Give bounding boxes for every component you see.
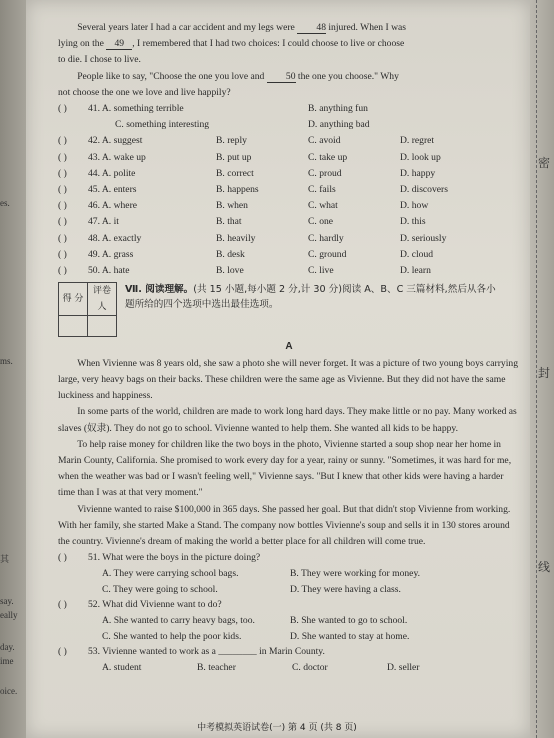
question-stem: 51. What were the boys in the picture doing?: [88, 552, 261, 564]
option-b: B. love: [216, 264, 244, 276]
seal-char: 密: [538, 156, 551, 170]
question-stem: 53. Vivienne wanted to work as a ________ in Marin County.: [88, 646, 325, 658]
answer-paren[interactable]: ( ): [58, 216, 67, 228]
option-d: D. happy: [400, 167, 436, 179]
cloze-row: [58, 214, 520, 230]
option-d: D. cloud: [400, 248, 434, 260]
seal-char: 封: [538, 366, 551, 380]
intro-line: to die. I chose to live.: [58, 54, 141, 66]
seal-char: 线: [538, 560, 551, 574]
option-c: C. live: [308, 264, 334, 276]
option-d: D. how: [400, 200, 429, 212]
option-d: D. seller: [387, 662, 420, 674]
option-b: B. She wanted to go to school.: [290, 615, 408, 627]
option-b: B. teacher: [197, 662, 236, 674]
passage-paragraph: When Vivienne was 8 years old, she saw a photo she will never forget. It was a picture of two young boys carrying large, very heavy bags on their backs. These children were the same age as Vivienne. But they did not have the same luckiness and happiness.: [58, 357, 518, 402]
option-d: D. regret: [400, 135, 435, 147]
margin-fragment: es.: [0, 198, 10, 208]
question-blank: ________: [218, 646, 257, 658]
passage-title: A: [285, 341, 293, 353]
option-c: C. fails: [308, 183, 336, 195]
option-a: A. They were carrying school bags.: [102, 568, 239, 580]
intro-line: People like to say, "Choose the one you love and 50 the one you choose." Why: [77, 70, 399, 82]
intro-line: Several years later I had a car accident and my legs were 48 injured. When I was: [77, 22, 406, 33]
answer-paren[interactable]: ( ): [58, 103, 67, 115]
answer-blank: 48: [297, 22, 326, 34]
answer-paren[interactable]: ( ): [58, 183, 67, 195]
cloze-row: [58, 150, 520, 166]
option-c: C. proud: [308, 167, 342, 179]
option-a: 50. A. hate: [88, 264, 130, 276]
answer-paren[interactable]: ( ): [58, 646, 67, 658]
option-b: B. correct: [216, 167, 254, 179]
cloze-row: [58, 117, 520, 133]
option-b: B. They were working for money.: [290, 568, 421, 580]
option-a: A. She wanted to carry heavy bags, too.: [102, 615, 255, 627]
page-content: [58, 20, 520, 676]
option-d: D. anything bad: [308, 119, 370, 131]
option-c: C. They were going to school.: [102, 583, 218, 595]
option-a: 44. A. polite: [88, 167, 136, 179]
option-a: 45. A. enters: [88, 183, 137, 195]
section-instructions: Ⅶ. 阅读理解。(共 15 小题,每小题 2 分,计 30 分)阅读 A、B、C 三篇材料,然后从各小题所给的四个选项中选出最佳选项。: [125, 284, 496, 311]
cloze-row: [58, 198, 520, 214]
cloze-row: [58, 182, 520, 198]
option-c: C. something interesting: [115, 119, 210, 131]
option-d: D. seriously: [400, 232, 447, 244]
option-a: 46. A. where: [88, 200, 138, 212]
intro-line: not choose the one we love and live happily?: [58, 86, 231, 98]
option-c: C. She wanted to help the poor kids.: [102, 630, 242, 642]
passage-paragraph: To help raise money for children like the two boys in the photo, Vivienne started a soup shop near her home in Marin County, California. She promised to work every day for a year, rainy or sunny. "Sometimes, it was hard for me, when the weather was bad or I wasn't feeling well," Vivienne says. "But I knew that other kids were having a harder time than I was at that very moment.": [58, 438, 512, 499]
question-row: [58, 550, 520, 566]
section-header: [58, 282, 520, 337]
margin-fragment: day.: [0, 642, 15, 652]
option-b: B. that: [216, 216, 242, 228]
option-row: [58, 582, 520, 598]
answer-paren[interactable]: ( ): [58, 167, 67, 179]
answer-paren[interactable]: ( ): [58, 232, 67, 244]
score-cell[interactable]: [59, 316, 88, 337]
margin-fragment: ms.: [0, 356, 13, 366]
option-c: C. what: [308, 200, 338, 212]
answer-paren[interactable]: ( ): [58, 248, 67, 260]
margin-fragment: oice.: [0, 686, 18, 696]
margin-fragment: 其: [0, 554, 10, 564]
cloze-options-list: [58, 133, 520, 279]
section-heading: Ⅶ. 阅读理解。: [125, 284, 194, 296]
option-a: 49. A. grass: [88, 248, 134, 260]
option-c: C. doctor: [292, 662, 328, 674]
option-row: [58, 566, 520, 582]
page-footer: 中考模拟英语试卷(一) 第 4 页 (共 8 页): [197, 723, 357, 733]
option-c: C. take up: [308, 151, 348, 163]
option-d: D. look up: [400, 151, 441, 163]
answer-blank: 49: [106, 38, 132, 50]
answer-paren[interactable]: ( ): [58, 599, 67, 611]
option-a: 43. A. wake up: [88, 151, 146, 163]
intro-line: lying on the 49 , I remembered that I had two choices: I could choose to live or choose: [58, 38, 405, 50]
option-b: B. when: [216, 200, 248, 212]
option-d: D. They were having a class.: [290, 583, 401, 595]
option-b: B. anything fun: [308, 103, 368, 115]
question-stem: 52. What did Vivienne want to do?: [88, 599, 222, 611]
option-c: C. hardly: [308, 232, 344, 244]
option-d: D. this: [400, 216, 426, 228]
cloze-row: [58, 101, 520, 117]
margin-fragment: ime: [0, 656, 14, 666]
answer-paren[interactable]: ( ): [58, 200, 67, 212]
cloze-row: [58, 263, 520, 279]
option-row: [58, 613, 520, 629]
answer-paren[interactable]: ( ): [58, 264, 67, 276]
cloze-row: [58, 231, 520, 247]
score-table: [58, 282, 117, 337]
option-row: [58, 629, 520, 645]
option-c: C. avoid: [308, 135, 341, 147]
option-d: D. learn: [400, 264, 431, 276]
margin-fragment: say.: [0, 596, 14, 606]
margin-fragment: eally: [0, 610, 18, 620]
score-header: 得 分: [59, 283, 88, 316]
binding-margin: [530, 0, 554, 738]
passage-paragraph: In some parts of the world, children are made to work long hard days. They make little or no pay. Many worked as slaves (奴隶). They do not go to school. Vivienne wanted to help them. She wanted all kids to be happy.: [58, 406, 517, 434]
cloze-row: [58, 166, 520, 182]
answer-blank: 50: [267, 71, 296, 83]
option-c: C. ground: [308, 248, 347, 260]
option-d: D. discovers: [400, 183, 448, 195]
option-b: B. happens: [216, 183, 259, 195]
option-b: B. reply: [216, 135, 247, 147]
option-c: C. one: [308, 216, 334, 228]
grader-header: 评卷人: [88, 283, 117, 316]
option-a: 42. A. suggest: [88, 135, 143, 147]
previous-page-edge: [0, 0, 26, 738]
answer-paren[interactable]: ( ): [58, 552, 67, 564]
question-row: [58, 644, 520, 660]
option-row: [58, 660, 520, 676]
option-d: D. She wanted to stay at home.: [290, 630, 410, 642]
option-b: B. put up: [216, 151, 252, 163]
passage-paragraph: Vivienne wanted to raise $100,000 in 365 days. She passed her goal. But that didn't stop Vivienne from working. With her family, she started Make a Stand. The company now bottles Vivienne's soup and sells it in 130 stores around the country. Vivienne's dream of making the world a better place for all children will come true.: [58, 503, 511, 547]
grader-cell[interactable]: [88, 316, 117, 337]
option-b: B. desk: [216, 248, 245, 260]
option-a: A. student: [102, 662, 142, 674]
option-a: 41. A. something terrible: [88, 103, 184, 115]
cloze-row: [58, 133, 520, 149]
option-a: 47. A. it: [88, 216, 119, 228]
answer-paren[interactable]: ( ): [58, 135, 67, 147]
answer-paren[interactable]: ( ): [58, 151, 67, 163]
seal-line: [536, 0, 537, 738]
question-row: [58, 597, 520, 613]
option-a: 48. A. exactly: [88, 232, 142, 244]
option-b: B. heavily: [216, 232, 256, 244]
cloze-row: [58, 247, 520, 263]
